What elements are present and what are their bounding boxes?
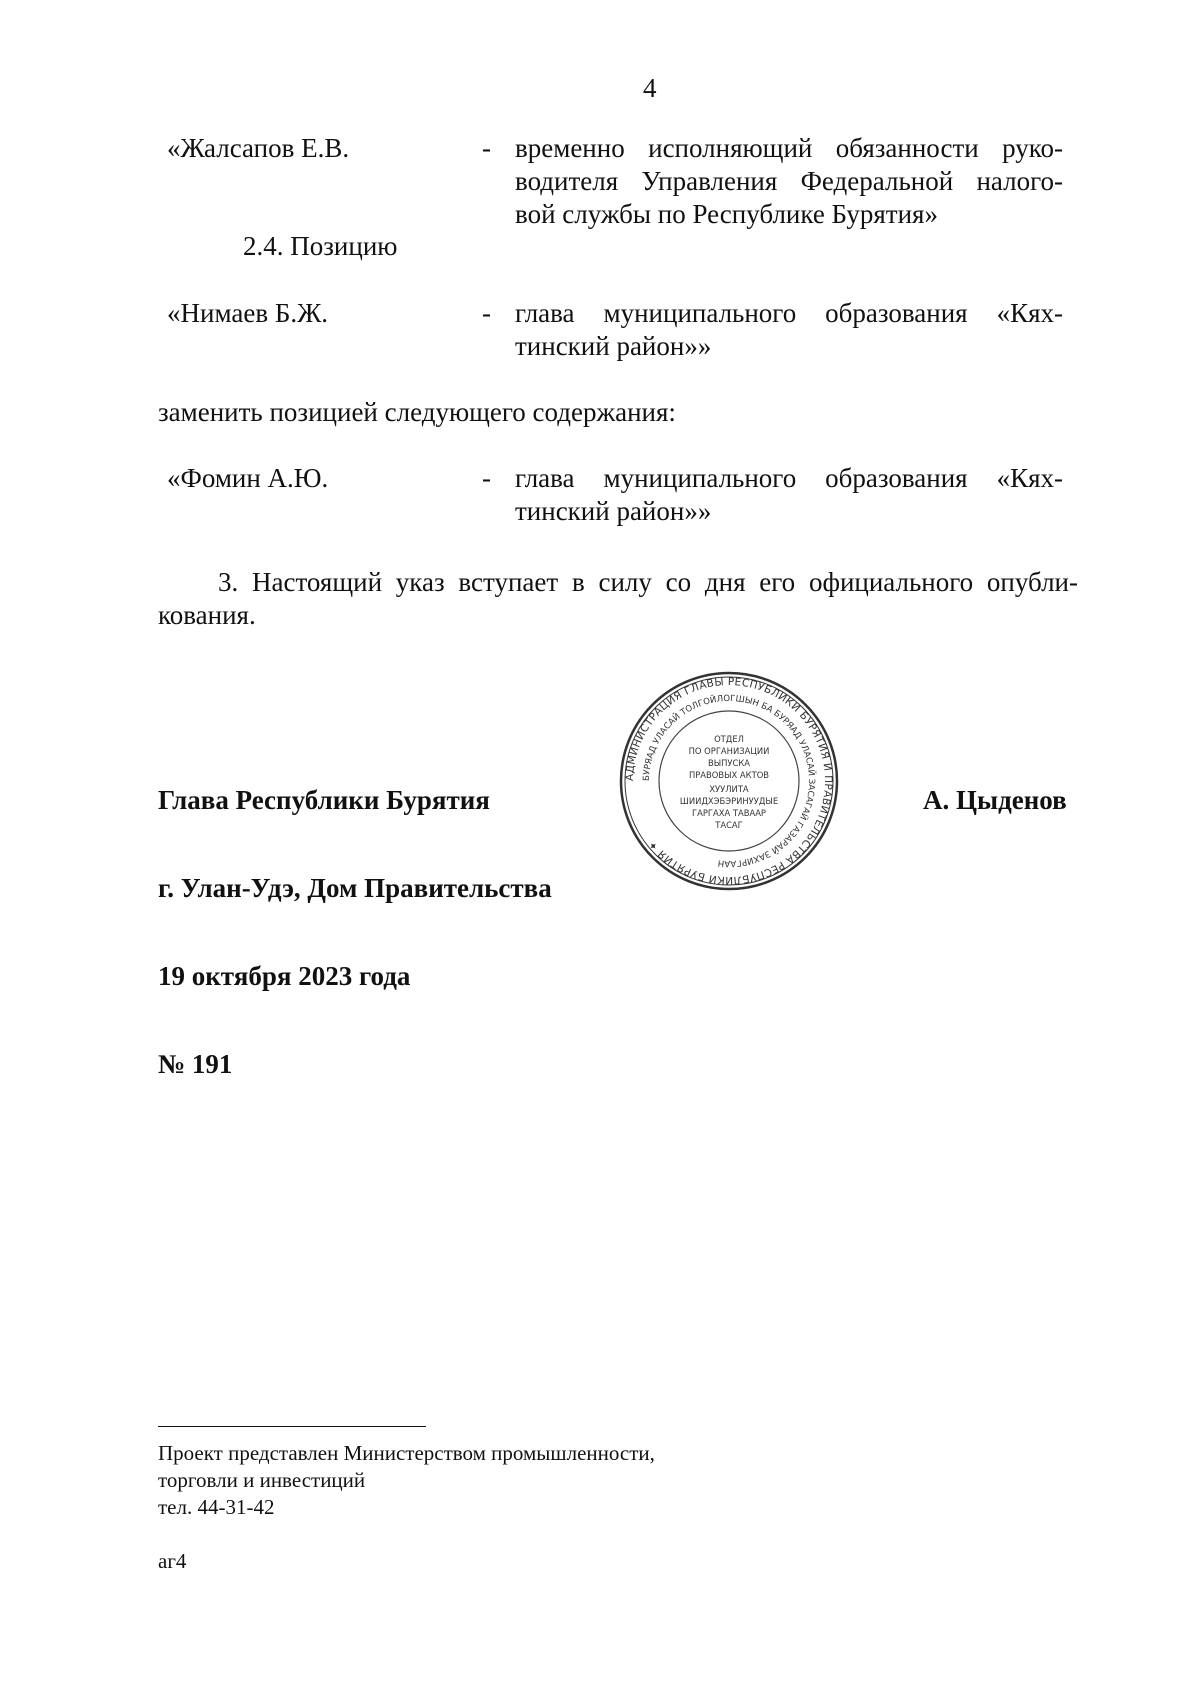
- item-2-4: 2.4. Позицию: [243, 231, 398, 261]
- entry-dash: -: [482, 463, 491, 493]
- document-code: аг4: [158, 1549, 187, 1573]
- entry-dash: -: [482, 298, 491, 328]
- svg-text:ПРАВОВЫХ АКТОВ: ПРАВОВЫХ АКТОВ: [688, 770, 770, 780]
- footnote-line: Проект представлен Министерством промышленности,: [158, 1441, 655, 1465]
- entry-name: «Жалсапов Е.В.: [167, 133, 350, 163]
- entry-line: вой службы по Республике Бурятия»: [515, 199, 938, 229]
- item-3-line: кования.: [158, 600, 256, 630]
- official-seal: [618, 670, 840, 892]
- entry-line: водителя Управления Федеральной налого-: [515, 166, 1063, 196]
- item-3-line: 3. Настоящий указ вступает в силу со дня его официального опубли-: [218, 567, 1078, 597]
- footnote-divider: [158, 1426, 426, 1427]
- footnote-line: торговли и инвестиций: [158, 1468, 366, 1492]
- signing-date: 19 октября 2023 года: [158, 961, 411, 991]
- page-number: 4: [643, 73, 657, 103]
- svg-text:ПО ОРГАНИЗАЦИИ: ПО ОРГАНИЗАЦИИ: [688, 746, 770, 756]
- entry-name: «Фомин А.Ю.: [167, 463, 329, 493]
- decree-number: № 191: [158, 1049, 233, 1079]
- svg-text:БУРЯАД УЛАСАЙ ТОЛГОЙЛОГШЫН БА: БУРЯАД УЛАСАЙ ТОЛГОЙЛОГШЫН БА БУРЯАД УЛАСАЙ ЗАСАГАЙ ГАЗАРАЙ ЗАХИРГААН: [641, 693, 817, 869]
- svg-text:АДМИНИСТРАЦИЯ ГЛАВЫ РЕСПУБЛИКИ: АДМИНИСТРАЦИЯ ГЛАВЫ РЕСПУБЛИКИ БУРЯТИЯ И ПРАВИТЕЛЬСТВА РЕСПУБЛИКИ БУРЯТИЯ ✦: [623, 675, 835, 887]
- svg-text:ТАСАГ: ТАСАГ: [715, 820, 743, 830]
- svg-text:ШИИДХЭБЭРИНУУДЫЕ: ШИИДХЭБЭРИНУУДЫЕ: [679, 796, 779, 806]
- svg-text:ГАРГАХА ТАВААР: ГАРГАХА ТАВААР: [692, 808, 766, 818]
- entry-line: временно исполняющий обязанности руко-: [515, 133, 1063, 163]
- svg-text:ВЫПУСКА: ВЫПУСКА: [707, 758, 751, 768]
- svg-text:ОТДЕЛ: ОТДЕЛ: [714, 734, 744, 744]
- signatory-name: А. Цыденов: [923, 785, 1067, 815]
- entry-line: тинский район»»: [515, 331, 712, 361]
- entry-line: глава муниципального образования «Кях-: [515, 298, 1063, 328]
- entry-line: глава муниципального образования «Кях-: [515, 463, 1063, 493]
- entry-name: «Нимаев Б.Ж.: [167, 298, 329, 328]
- svg-text:ХУУЛИТА: ХУУЛИТА: [709, 784, 749, 794]
- entry-line: тинский район»»: [515, 496, 712, 526]
- signing-place: г. Улан-Удэ, Дом Правительства: [158, 873, 552, 903]
- signatory-title: Глава Республики Бурятия: [158, 785, 490, 815]
- replace-instruction: заменить позицией следующего содержания:: [158, 397, 676, 427]
- entry-dash: -: [482, 133, 491, 163]
- footnote-phone: тел. 44-31-42: [158, 1495, 275, 1519]
